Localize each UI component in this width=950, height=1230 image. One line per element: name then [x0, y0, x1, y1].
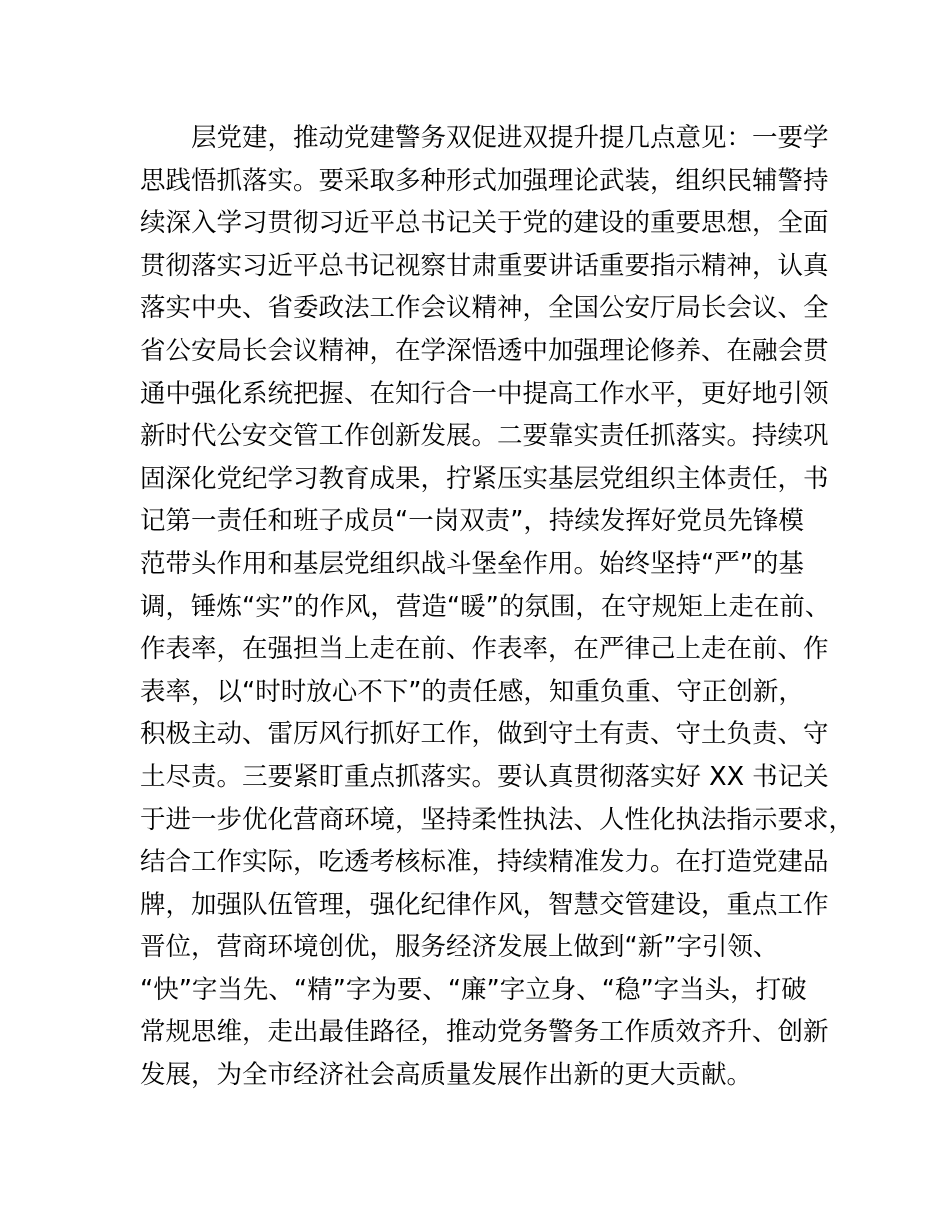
text-line: 省公安局长会议精神，在学深悟透中加强理论修养、在融会贯 [140, 335, 829, 366]
text-line: “快”字当先、“精”字为要、“廉”字立身、“稳”字当头，打破 [140, 974, 807, 1005]
text-line: 积极主动、雷厉风行抓好工作，做到守土有责、守土负责、守 [140, 719, 829, 750]
text-line: 落实中央、省委政法工作会议精神，全国公安厅局长会议、全 [140, 293, 829, 324]
text-line: 土尽责。三要紧盯重点抓落实。要认真贯彻落实好 XX 书记关 [140, 761, 829, 792]
body-paragraph [140, 117, 855, 1097]
text-line: 于进一步优化营商环境，坚持柔性执法、人性化执法指示要求， [140, 804, 855, 835]
text-line: 结合工作实际，吃透考核标准，持续精准发力。在打造党建品 [140, 847, 829, 878]
text-line: 固深化党纪学习教育成果，拧紧压实基层党组织主体责任，书 [140, 463, 829, 494]
text-line: 表率，以“时时放心不下”的责任感，知重负重、守正创新， [140, 676, 804, 707]
text-line: 思践悟抓落实。要采取多种形式加强理论武装，组织民辅警持 [140, 165, 829, 196]
text-line: 作表率，在强担当上走在前、作表率，在严律己上走在前、作 [140, 634, 829, 665]
text-line: 层党建，推动党建警务双促进双提升提几点意见：一要学 [140, 123, 829, 153]
text-line: 新时代公安交管工作创新发展。二要靠实责任抓落实。持续巩 [140, 421, 829, 452]
text-line: 常规思维，走出最佳路径，推动党务警务工作质效齐升、创新 [140, 1017, 829, 1048]
text-line: 调，锤炼“实”的作风，营造“暖”的氛围，在守规矩上走在前、 [140, 591, 831, 622]
text-line: 贯彻落实习近平总书记视察甘肃重要讲话重要指示精神，认真 [140, 250, 829, 281]
text-line: 晋位，营商环境创优，服务经济发展上做到“新”字引领、 [140, 932, 779, 963]
text-line: 发展，为全市经济社会高质量发展作出新的更大贡献。 [140, 1060, 753, 1091]
text-line: 记第一责任和班子成员“一岗双责”，持续发挥好党员先锋模 [140, 506, 804, 537]
text-line: 续深入学习贯彻习近平总书记关于党的建设的重要思想，全面 [140, 208, 829, 239]
text-line: 范带头作用和基层党组织战斗堡垒作用。始终坚持“严”的基 [140, 548, 804, 579]
text-line: 通中强化系统把握、在知行合一中提高工作水平，更好地引领 [140, 378, 829, 409]
text-line: 牌，加强队伍管理，强化纪律作风，智慧交管建设，重点工作 [140, 889, 829, 920]
